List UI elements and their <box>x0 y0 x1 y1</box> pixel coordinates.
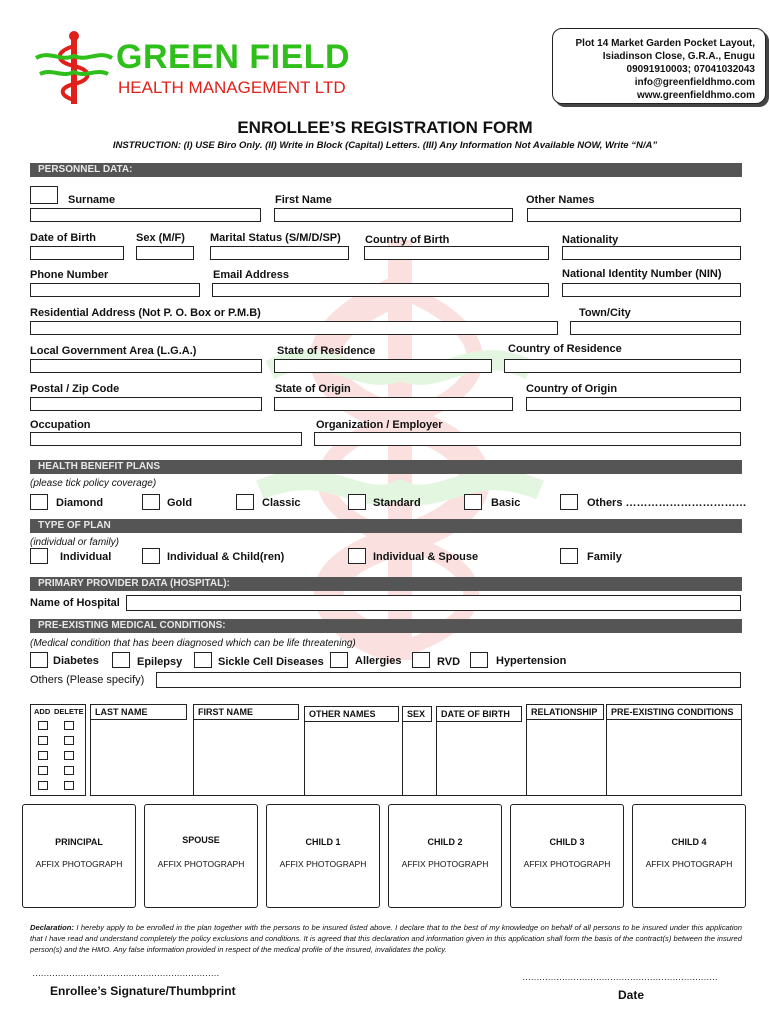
website-line: www.greenfieldhmo.com <box>637 90 755 101</box>
country-of-origin-field[interactable] <box>526 397 741 411</box>
email-label: Email Address <box>213 269 290 281</box>
plan-diamond-checkbox[interactable] <box>30 494 48 510</box>
lga-field[interactable] <box>30 359 262 373</box>
row-delete-checkbox[interactable] <box>64 766 74 775</box>
header-date-of-birth: DATE OF BIRTH <box>436 706 522 722</box>
nationality-label: Nationality <box>562 234 619 246</box>
photo-title: SPOUSE <box>182 835 220 845</box>
state-of-origin-field[interactable] <box>274 397 513 411</box>
section-type-of-plan: TYPE OF PLAN <box>30 519 742 533</box>
declaration-text: I hereby apply to be enrolled in the plan together with the persons to be insured listed above. I declare that to the best of my knowledge on behalf of all persons to be insured under this application that I have read and understand completely the policy exclusions and conditions. It is agreed that this declaration and information given in this application shall form the basis of the contract(s) between the insured person(s) and the HMO. Any false information provided in respect of the medical profile of the insured, invalidates the policy. <box>30 923 742 954</box>
photo-title: CHILD 3 <box>549 837 585 847</box>
caduceus-logo-icon <box>34 30 114 106</box>
plan-gold-label: Gold <box>167 497 193 509</box>
photo-child-1[interactable] <box>266 804 380 908</box>
country-of-birth-field[interactable] <box>364 246 549 260</box>
conditions-note: (Medical condition that has been diagnosed which can be life threatening) <box>30 638 356 649</box>
type-individual-checkbox[interactable] <box>30 548 48 564</box>
section-pre-existing-conditions: PRE-EXISTING MEDICAL CONDITIONS: <box>30 619 742 633</box>
residential-address-label: Residential Address (Not P. O. Box or P.M.B) <box>30 307 261 319</box>
plan-gold-checkbox[interactable] <box>142 494 160 510</box>
phone-label: Phone Number <box>30 269 109 281</box>
section-personnel-data: PERSONNEL DATA: <box>30 163 742 177</box>
header-relationship: RELATIONSHIP <box>526 704 604 720</box>
cond-rvd-checkbox[interactable] <box>412 652 430 668</box>
surname-field[interactable] <box>30 208 261 222</box>
surname-label: Surname <box>68 194 116 206</box>
surname-initial-box[interactable] <box>30 186 58 204</box>
others-specify-field[interactable] <box>156 672 741 688</box>
type-individual-label: Individual <box>60 551 112 563</box>
photo-title: CHILD 2 <box>427 837 463 847</box>
header-sex: SEX <box>402 706 432 722</box>
first-name-field[interactable] <box>274 208 513 222</box>
cond-allergies-label: Allergies <box>355 655 402 667</box>
row-add-checkbox[interactable] <box>38 781 48 790</box>
photo-title: PRINCIPAL <box>55 837 103 847</box>
row-add-checkbox[interactable] <box>38 766 48 775</box>
photo-title: CHILD 4 <box>671 837 707 847</box>
cond-epilepsy-checkbox[interactable] <box>112 652 130 668</box>
cond-allergies-checkbox[interactable] <box>330 652 348 668</box>
type-individual-spouse-label: Individual & Spouse <box>373 551 479 563</box>
cond-epilepsy-label: Epilepsy <box>137 656 183 668</box>
photo-child-2[interactable] <box>388 804 502 908</box>
cond-diabetes-label: Diabetes <box>53 655 99 667</box>
photo-affix: AFFIX PHOTOGRAPH <box>35 859 123 869</box>
sex-field[interactable] <box>136 246 194 260</box>
photo-spouse[interactable] <box>144 804 258 908</box>
phone-line: 09091910003; 07041032043 <box>626 64 755 75</box>
row-add-checkbox[interactable] <box>38 721 48 730</box>
employer-field[interactable] <box>314 432 741 446</box>
signature-line[interactable]: ………………………………………………………… <box>32 968 219 978</box>
photo-principal[interactable] <box>22 804 136 908</box>
plan-type-note: (individual or family) <box>30 537 119 548</box>
address-box <box>552 28 766 104</box>
photo-title: CHILD 1 <box>305 837 341 847</box>
photo-affix: AFFIX PHOTOGRAPH <box>279 859 367 869</box>
photo-affix: AFFIX PHOTOGRAPH <box>523 859 611 869</box>
photo-affix: AFFIX PHOTOGRAPH <box>401 859 489 869</box>
plan-others-label: Others …………………………… <box>587 497 747 509</box>
other-names-label: Other Names <box>526 194 595 206</box>
state-of-origin-label: State of Origin <box>275 383 351 395</box>
photo-affix: AFFIX PHOTOGRAPH <box>157 859 245 869</box>
dependants-table-grid <box>90 720 742 796</box>
logo-subtitle: HEALTH MANAGEMENT LTD <box>118 78 346 97</box>
type-individual-spouse-checkbox[interactable] <box>348 548 366 564</box>
section-health-benefit-plans: HEALTH BENEFIT PLANS <box>30 460 742 474</box>
email-line: info@greenfieldhmo.com <box>634 77 755 88</box>
row-add-checkbox[interactable] <box>38 736 48 745</box>
first-name-label: First Name <box>275 194 332 206</box>
plan-classic-label: Classic <box>262 497 301 509</box>
plan-basic-checkbox[interactable] <box>464 494 482 510</box>
postal-code-field[interactable] <box>30 397 262 411</box>
header-last-name: LAST NAME <box>90 704 187 720</box>
row-add-checkbox[interactable] <box>38 751 48 760</box>
type-individual-children-label: Individual & Child(ren) <box>167 551 285 563</box>
lga-label: Local Government Area (L.G.A.) <box>30 345 197 357</box>
logo-title: GREEN FIELD <box>116 38 351 76</box>
nin-field[interactable] <box>562 283 741 297</box>
country-of-residence-field[interactable] <box>504 359 741 373</box>
sex-label: Sex (M/F) <box>136 232 185 244</box>
address-line: Plot 14 Market Garden Pocket Layout, <box>575 38 755 49</box>
date-label: Date <box>618 988 645 1002</box>
occupation-field[interactable] <box>30 432 302 446</box>
declaration-label: Declaration: <box>30 923 74 932</box>
plans-note: (please tick policy coverage) <box>30 478 157 489</box>
address-line: Isiadinson Close, G.R.A., Enugu <box>602 51 755 62</box>
header-first-name: FIRST NAME <box>193 704 299 720</box>
country-of-birth-label: Country of Birth <box>365 234 450 246</box>
phone-field[interactable] <box>30 283 200 297</box>
state-of-residence-field[interactable] <box>274 359 492 373</box>
email-field[interactable] <box>212 283 549 297</box>
photo-child-3[interactable] <box>510 804 624 908</box>
cond-sickle-cell-checkbox[interactable] <box>194 652 212 668</box>
form-title: ENROLLEE’S REGISTRATION FORM <box>237 118 533 137</box>
photo-affix: AFFIX PHOTOGRAPH <box>645 859 733 869</box>
section-primary-provider: PRIMARY PROVIDER DATA (HOSPITAL): <box>30 577 742 591</box>
photo-child-4[interactable] <box>632 804 746 908</box>
others-specify-label: Others (Please specify) <box>30 674 145 686</box>
dob-field[interactable] <box>30 246 124 260</box>
plan-others-checkbox[interactable] <box>560 494 578 510</box>
nationality-field[interactable] <box>562 246 741 260</box>
postal-code-label: Postal / Zip Code <box>30 383 120 395</box>
plan-basic-label: Basic <box>491 497 521 509</box>
date-line[interactable]: …………………………………………………………… <box>522 972 718 982</box>
hospital-name-field[interactable] <box>126 595 741 611</box>
town-city-field[interactable] <box>570 321 741 335</box>
form-instruction: INSTRUCTION: (I) USE Biro Only. (II) Write in Block (Capital) Letters. (III) Any Information Not Available NOW, Write “N/A” <box>112 140 658 151</box>
plan-standard-checkbox[interactable] <box>348 494 366 510</box>
occupation-label: Occupation <box>30 419 91 431</box>
dob-label: Date of Birth <box>30 232 96 244</box>
nin-label: National Identity Number (NIN) <box>562 268 722 280</box>
plan-standard-label: Standard <box>373 497 421 509</box>
employer-label: Organization / Employer <box>316 419 443 431</box>
type-family-checkbox[interactable] <box>560 548 578 564</box>
cond-hypertension-label: Hypertension <box>496 655 567 667</box>
other-names-field[interactable] <box>527 208 741 222</box>
header-add: ADD <box>34 707 51 716</box>
marital-status-label: Marital Status (S/M/D/SP) <box>210 232 341 244</box>
country-of-residence-label: Country of Residence <box>508 343 622 355</box>
country-of-origin-label: Country of Origin <box>526 383 618 395</box>
hospital-name-label: Name of Hospital <box>30 597 120 609</box>
signature-label: Enrollee’s Signature/Thumbprint <box>50 984 236 998</box>
town-city-label: Town/City <box>579 307 631 319</box>
row-delete-checkbox[interactable] <box>64 721 74 730</box>
cond-rvd-label: RVD <box>437 656 461 668</box>
residential-address-field[interactable] <box>30 321 558 335</box>
plan-diamond-label: Diamond <box>56 497 104 509</box>
state-of-residence-label: State of Residence <box>277 345 376 357</box>
type-family-label: Family <box>587 551 622 563</box>
type-individual-children-checkbox[interactable] <box>142 548 160 564</box>
header-delete: DELETE <box>54 707 84 716</box>
cond-hypertension-checkbox[interactable] <box>470 652 488 668</box>
cond-sickle-cell-label: Sickle Cell Diseases <box>218 656 324 668</box>
header-pre-existing: PRE-EXISTING CONDITIONS <box>606 704 742 720</box>
row-delete-checkbox[interactable] <box>64 736 74 745</box>
plan-classic-checkbox[interactable] <box>236 494 254 510</box>
cond-diabetes-checkbox[interactable] <box>30 652 48 668</box>
marital-status-field[interactable] <box>210 246 349 260</box>
declaration <box>30 922 742 955</box>
header-other-names: OTHER NAMES <box>304 706 399 722</box>
row-delete-checkbox[interactable] <box>64 781 74 790</box>
row-delete-checkbox[interactable] <box>64 751 74 760</box>
